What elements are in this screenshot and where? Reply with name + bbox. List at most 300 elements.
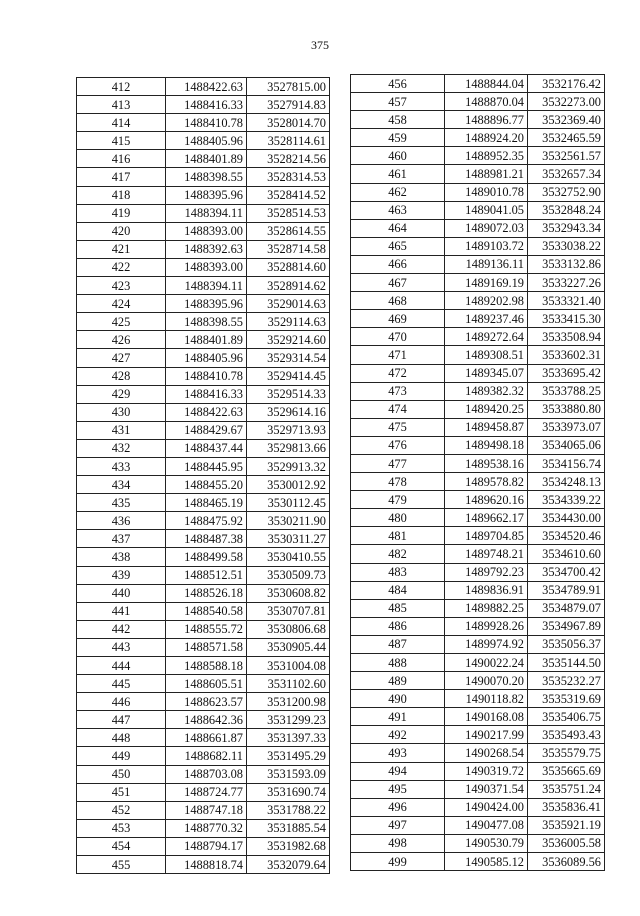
y-coordinate-cell: 3534248.13 [528,473,605,491]
table-row [77,548,330,566]
y-coordinate-cell: 3534610.60 [528,545,605,563]
x-coordinate-cell: 1489420.25 [445,400,528,418]
table-row [351,201,605,219]
y-coordinate-cell: 3535493.43 [528,726,605,744]
x-coordinate-cell: 1489792.23 [445,563,528,581]
x-coordinate-cell: 1488475.92 [166,512,247,530]
y-coordinate-cell: 3535144.50 [528,654,605,672]
table-row [351,93,605,111]
point-number-cell: 441 [77,602,166,620]
table-row [77,367,330,385]
point-number-cell: 417 [77,168,166,186]
point-number-cell: 425 [77,313,166,331]
point-number-cell: 435 [77,494,166,512]
point-number-cell: 455 [77,856,166,874]
point-number-cell: 471 [351,346,445,364]
y-coordinate-cell: 3529813.66 [247,439,330,457]
x-coordinate-cell: 1488394.11 [166,204,247,222]
table-row [77,78,330,96]
x-coordinate-cell: 1489620.16 [445,491,528,509]
x-coordinate-cell: 1488555.72 [166,620,247,638]
y-coordinate-cell: 3534156.74 [528,454,605,472]
table-row [351,454,605,472]
x-coordinate-cell: 1488487.38 [166,530,247,548]
table-row [77,114,330,132]
y-coordinate-cell: 3529114.63 [247,313,330,331]
point-number-cell: 433 [77,457,166,475]
x-coordinate-cell: 1489041.05 [445,201,528,219]
table-body-right [351,75,605,871]
x-coordinate-cell: 1488642.36 [166,711,247,729]
y-coordinate-cell: 3530608.82 [247,584,330,602]
table-row [351,708,605,726]
table-row [351,400,605,418]
point-number-cell: 426 [77,331,166,349]
table-row [351,346,605,364]
point-number-cell: 482 [351,545,445,563]
table-row [77,132,330,150]
table-row [77,421,330,439]
table-row [77,403,330,421]
x-coordinate-cell: 1488401.89 [166,150,247,168]
table-row [77,657,330,675]
table-row [351,672,605,690]
x-coordinate-cell: 1490118.82 [445,690,528,708]
y-coordinate-cell: 3529713.93 [247,421,330,439]
x-coordinate-cell: 1489308.51 [445,346,528,364]
point-number-cell: 416 [77,150,166,168]
y-coordinate-cell: 3531102.60 [247,675,330,693]
table-row [77,584,330,602]
y-coordinate-cell: 3535921.19 [528,816,605,834]
table-row [351,111,605,129]
y-coordinate-cell: 3536089.56 [528,853,605,871]
x-coordinate-cell: 1488422.63 [166,78,247,96]
point-number-cell: 481 [351,527,445,545]
y-coordinate-cell: 3532752.90 [528,183,605,201]
coordinates-table-right [350,74,605,871]
x-coordinate-cell: 1489237.46 [445,310,528,328]
point-number-cell: 477 [351,454,445,472]
x-coordinate-cell: 1488392.63 [166,240,247,258]
point-number-cell: 476 [351,436,445,454]
x-coordinate-cell: 1489578.82 [445,473,528,491]
x-coordinate-cell: 1488605.51 [166,675,247,693]
y-coordinate-cell: 3528614.55 [247,222,330,240]
point-number-cell: 445 [77,675,166,693]
table-row [351,436,605,454]
y-coordinate-cell: 3531495.29 [247,747,330,765]
table-row [77,331,330,349]
point-number-cell: 493 [351,744,445,762]
table-row [77,277,330,295]
y-coordinate-cell: 3527815.00 [247,78,330,96]
y-coordinate-cell: 3530806.68 [247,620,330,638]
y-coordinate-cell: 3531299.23 [247,711,330,729]
x-coordinate-cell: 1488445.95 [166,457,247,475]
y-coordinate-cell: 3530012.92 [247,476,330,494]
y-coordinate-cell: 3532465.59 [528,129,605,147]
table-row [77,476,330,494]
point-number-cell: 475 [351,418,445,436]
table-row [77,566,330,584]
point-number-cell: 458 [351,111,445,129]
table-row [351,853,605,871]
table-row [351,491,605,509]
table-row [351,75,605,93]
table-row [351,183,605,201]
table-row [351,255,605,273]
x-coordinate-cell: 1488422.63 [166,403,247,421]
table-row [77,186,330,204]
x-coordinate-cell: 1488398.55 [166,313,247,331]
point-number-cell: 424 [77,295,166,313]
x-coordinate-cell: 1488410.78 [166,367,247,385]
point-number-cell: 468 [351,292,445,310]
table-row [77,349,330,367]
table-row [351,364,605,382]
y-coordinate-cell: 3531788.22 [247,801,330,819]
y-coordinate-cell: 3532176.42 [528,75,605,93]
table-row [77,837,330,855]
x-coordinate-cell: 1488499.58 [166,548,247,566]
point-number-cell: 436 [77,512,166,530]
y-coordinate-cell: 3534967.89 [528,617,605,635]
x-coordinate-cell: 1490371.54 [445,780,528,798]
point-number-cell: 452 [77,801,166,819]
y-coordinate-cell: 3530112.45 [247,494,330,512]
point-number-cell: 419 [77,204,166,222]
x-coordinate-cell: 1488870.04 [445,93,528,111]
table-row [77,204,330,222]
y-coordinate-cell: 3535232.27 [528,672,605,690]
point-number-cell: 429 [77,385,166,403]
table-row [77,765,330,783]
table-row [351,147,605,165]
point-number-cell: 428 [77,367,166,385]
y-coordinate-cell: 3528014.70 [247,114,330,132]
table-row [77,240,330,258]
x-coordinate-cell: 1490424.00 [445,798,528,816]
table-row [77,747,330,765]
x-coordinate-cell: 1488844.04 [445,75,528,93]
y-coordinate-cell: 3529314.54 [247,349,330,367]
table-row [351,798,605,816]
x-coordinate-cell: 1488393.00 [166,222,247,240]
table-row [77,96,330,114]
x-coordinate-cell: 1489072.03 [445,219,528,237]
y-coordinate-cell: 3532079.64 [247,856,330,874]
point-number-cell: 423 [77,277,166,295]
y-coordinate-cell: 3533415.30 [528,310,605,328]
table-row [77,711,330,729]
table-row [77,512,330,530]
table-row [77,602,330,620]
point-number-cell: 473 [351,382,445,400]
point-number-cell: 456 [351,75,445,93]
x-coordinate-cell: 1488405.96 [166,132,247,150]
x-coordinate-cell: 1489882.25 [445,599,528,617]
y-coordinate-cell: 3533695.42 [528,364,605,382]
point-number-cell: 449 [77,747,166,765]
point-number-cell: 415 [77,132,166,150]
table-row [351,635,605,653]
x-coordinate-cell: 1488981.21 [445,165,528,183]
x-coordinate-cell: 1489662.17 [445,509,528,527]
y-coordinate-cell: 3533132.86 [528,255,605,273]
x-coordinate-cell: 1490168.08 [445,708,528,726]
y-coordinate-cell: 3532561.57 [528,147,605,165]
point-number-cell: 464 [351,219,445,237]
table-row [351,581,605,599]
point-number-cell: 413 [77,96,166,114]
table-row [351,654,605,672]
table-row [77,258,330,276]
point-number-cell: 474 [351,400,445,418]
point-number-cell: 461 [351,165,445,183]
point-number-cell: 487 [351,635,445,653]
x-coordinate-cell: 1489498.18 [445,436,528,454]
coordinates-table-left [76,77,330,874]
x-coordinate-cell: 1489836.91 [445,581,528,599]
x-coordinate-cell: 1490217.99 [445,726,528,744]
y-coordinate-cell: 3535056.37 [528,635,605,653]
x-coordinate-cell: 1490477.08 [445,816,528,834]
table-row [77,856,330,874]
y-coordinate-cell: 3533788.25 [528,382,605,400]
table-row [351,237,605,255]
x-coordinate-cell: 1488410.78 [166,114,247,132]
point-number-cell: 430 [77,403,166,421]
point-number-cell: 463 [351,201,445,219]
table-row [351,816,605,834]
x-coordinate-cell: 1489382.32 [445,382,528,400]
point-number-cell: 470 [351,328,445,346]
x-coordinate-cell: 1488393.00 [166,258,247,276]
x-coordinate-cell: 1488924.20 [445,129,528,147]
point-number-cell: 478 [351,473,445,491]
table-row [351,617,605,635]
x-coordinate-cell: 1488395.96 [166,186,247,204]
table-row [77,457,330,475]
x-coordinate-cell: 1489136.11 [445,255,528,273]
y-coordinate-cell: 3528714.58 [247,240,330,258]
y-coordinate-cell: 3531200.98 [247,693,330,711]
point-number-cell: 486 [351,617,445,635]
y-coordinate-cell: 3534879.07 [528,599,605,617]
x-coordinate-cell: 1490070.20 [445,672,528,690]
y-coordinate-cell: 3529514.33 [247,385,330,403]
point-number-cell: 490 [351,690,445,708]
table-row [77,801,330,819]
x-coordinate-cell: 1488770.32 [166,819,247,837]
y-coordinate-cell: 3530905.44 [247,638,330,656]
x-coordinate-cell: 1488437.44 [166,439,247,457]
y-coordinate-cell: 3529913.32 [247,457,330,475]
table-row [77,494,330,512]
table-row [77,638,330,656]
point-number-cell: 494 [351,762,445,780]
x-coordinate-cell: 1488724.77 [166,783,247,801]
y-coordinate-cell: 3534430.00 [528,509,605,527]
point-number-cell: 489 [351,672,445,690]
table-row [351,834,605,852]
table-row [351,473,605,491]
x-coordinate-cell: 1488794.17 [166,837,247,855]
point-number-cell: 447 [77,711,166,729]
table-row [351,165,605,183]
point-number-cell: 467 [351,274,445,292]
x-coordinate-cell: 1488747.18 [166,801,247,819]
x-coordinate-cell: 1489974.92 [445,635,528,653]
page-number: 375 [311,38,329,52]
x-coordinate-cell: 1490319.72 [445,762,528,780]
y-coordinate-cell: 3535319.69 [528,690,605,708]
x-coordinate-cell: 1488394.11 [166,277,247,295]
x-coordinate-cell: 1489010.78 [445,183,528,201]
point-number-cell: 498 [351,834,445,852]
table-row [351,762,605,780]
x-coordinate-cell: 1488588.18 [166,657,247,675]
y-coordinate-cell: 3535406.75 [528,708,605,726]
x-coordinate-cell: 1489103.72 [445,237,528,255]
x-coordinate-cell: 1488952.35 [445,147,528,165]
y-coordinate-cell: 3528514.53 [247,204,330,222]
point-number-cell: 488 [351,654,445,672]
y-coordinate-cell: 3535579.75 [528,744,605,762]
y-coordinate-cell: 3531885.54 [247,819,330,837]
point-number-cell: 454 [77,837,166,855]
point-number-cell: 442 [77,620,166,638]
y-coordinate-cell: 3532657.34 [528,165,605,183]
point-number-cell: 469 [351,310,445,328]
y-coordinate-cell: 3533880.80 [528,400,605,418]
point-number-cell: 421 [77,240,166,258]
y-coordinate-cell: 3531593.09 [247,765,330,783]
table-row [77,439,330,457]
y-coordinate-cell: 3529014.63 [247,295,330,313]
table-row [351,780,605,798]
x-coordinate-cell: 1489538.16 [445,454,528,472]
point-number-cell: 491 [351,708,445,726]
table-row [351,527,605,545]
point-number-cell: 484 [351,581,445,599]
x-coordinate-cell: 1488512.51 [166,566,247,584]
point-number-cell: 412 [77,78,166,96]
point-number-cell: 439 [77,566,166,584]
point-number-cell: 443 [77,638,166,656]
point-number-cell: 451 [77,783,166,801]
point-number-cell: 457 [351,93,445,111]
y-coordinate-cell: 3529614.16 [247,403,330,421]
x-coordinate-cell: 1488703.08 [166,765,247,783]
y-coordinate-cell: 3531982.68 [247,837,330,855]
point-number-cell: 485 [351,599,445,617]
y-coordinate-cell: 3531690.74 [247,783,330,801]
y-coordinate-cell: 3529414.45 [247,367,330,385]
x-coordinate-cell: 1488526.18 [166,584,247,602]
x-coordinate-cell: 1488818.74 [166,856,247,874]
table-row [351,690,605,708]
y-coordinate-cell: 3528314.53 [247,168,330,186]
y-coordinate-cell: 3530311.27 [247,530,330,548]
y-coordinate-cell: 3531397.33 [247,729,330,747]
x-coordinate-cell: 1489345.07 [445,364,528,382]
table-row [77,295,330,313]
y-coordinate-cell: 3530211.90 [247,512,330,530]
table-row [77,819,330,837]
table-row [77,729,330,747]
table-row [77,620,330,638]
x-coordinate-cell: 1488416.33 [166,96,247,114]
table-row [77,222,330,240]
x-coordinate-cell: 1488571.58 [166,638,247,656]
point-number-cell: 466 [351,255,445,273]
point-number-cell: 497 [351,816,445,834]
table-row [77,168,330,186]
table-row [351,310,605,328]
x-coordinate-cell: 1489169.19 [445,274,528,292]
y-coordinate-cell: 3533321.40 [528,292,605,310]
table-row [77,675,330,693]
y-coordinate-cell: 3535836.41 [528,798,605,816]
point-number-cell: 440 [77,584,166,602]
y-coordinate-cell: 3530707.81 [247,602,330,620]
table-row [77,530,330,548]
y-coordinate-cell: 3534339.22 [528,491,605,509]
point-number-cell: 427 [77,349,166,367]
x-coordinate-cell: 1488661.87 [166,729,247,747]
table-row [351,563,605,581]
x-coordinate-cell: 1489202.98 [445,292,528,310]
point-number-cell: 459 [351,129,445,147]
point-number-cell: 438 [77,548,166,566]
point-number-cell: 450 [77,765,166,783]
point-number-cell: 465 [351,237,445,255]
point-number-cell: 480 [351,509,445,527]
point-number-cell: 432 [77,439,166,457]
y-coordinate-cell: 3528414.52 [247,186,330,204]
point-number-cell: 422 [77,258,166,276]
point-number-cell: 437 [77,530,166,548]
x-coordinate-cell: 1489748.21 [445,545,528,563]
point-number-cell: 460 [351,147,445,165]
point-number-cell: 434 [77,476,166,494]
x-coordinate-cell: 1489458.87 [445,418,528,436]
table-row [351,382,605,400]
y-coordinate-cell: 3528214.56 [247,150,330,168]
point-number-cell: 431 [77,421,166,439]
table-row [77,313,330,331]
table-row [351,292,605,310]
table-row [77,693,330,711]
table-row [77,783,330,801]
x-coordinate-cell: 1488682.11 [166,747,247,765]
point-number-cell: 448 [77,729,166,747]
y-coordinate-cell: 3533227.26 [528,274,605,292]
x-coordinate-cell: 1490585.12 [445,853,528,871]
x-coordinate-cell: 1488416.33 [166,385,247,403]
y-coordinate-cell: 3528914.62 [247,277,330,295]
point-number-cell: 492 [351,726,445,744]
y-coordinate-cell: 3532943.34 [528,219,605,237]
x-coordinate-cell: 1488429.67 [166,421,247,439]
y-coordinate-cell: 3529214.60 [247,331,330,349]
table-row [351,328,605,346]
x-coordinate-cell: 1490022.24 [445,654,528,672]
point-number-cell: 496 [351,798,445,816]
table-row [351,274,605,292]
